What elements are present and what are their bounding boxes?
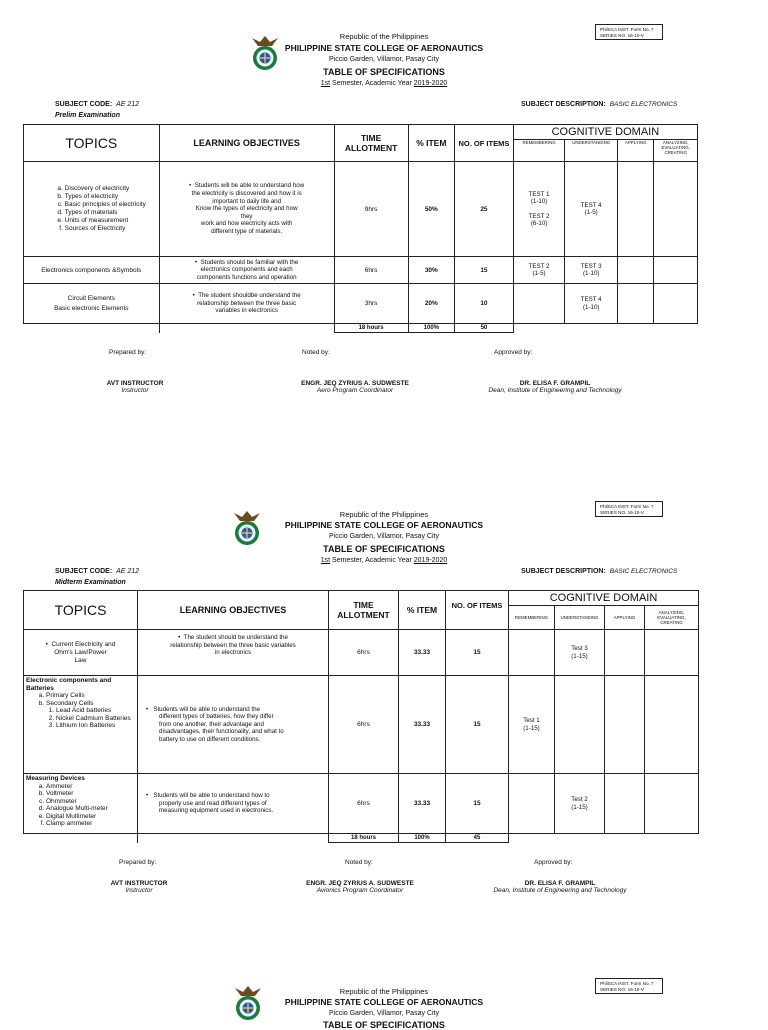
noted-signature: ENGR. JEQ ZYRIUS A. SUDWESTE Aero Program Coordinator bbox=[301, 380, 409, 394]
topic-cell: Electronics components &Symbols bbox=[24, 257, 160, 284]
remembering-cell: Test 1 (1-15) bbox=[509, 676, 555, 774]
college-name: PHILIPPINE STATE COLLEGE OF AERONAUTICS bbox=[284, 520, 484, 530]
prepared-signature: AVT INSTRUCTOR Instructor bbox=[106, 380, 164, 394]
col-topics-header: TOPICS bbox=[24, 591, 138, 630]
total-time: 18 hours bbox=[334, 324, 408, 333]
remembering-cell bbox=[509, 630, 555, 676]
topic-cell: • Current Electricity and Ohm's Law/Power Law bbox=[24, 630, 138, 676]
college-address: Piccio Garden, Villamor, Pasay City bbox=[329, 56, 439, 63]
document-title: TABLE OF SPECIFICATIONS bbox=[323, 1020, 445, 1030]
remembering-cell: TEST 2 (1-5) bbox=[513, 257, 565, 284]
topic-item: b. Types of electricity bbox=[65, 193, 146, 201]
college-name: PHILIPPINE STATE COLLEGE OF AERONAUTICS bbox=[284, 997, 484, 1007]
applying-cell bbox=[605, 630, 645, 676]
subtopic-item: 2. Nickel Cadmium Batteries bbox=[56, 715, 135, 723]
college-name: PHILIPPINE STATE COLLEGE OF AERONAUTICS bbox=[284, 43, 484, 53]
objective-cell: • Students will be able to understand how to properly use and read different types of measuring equipment used in electronics. bbox=[138, 774, 329, 834]
topic-item: Secondary Cells bbox=[46, 699, 94, 707]
topic-item: c. Basic principles of electricity bbox=[65, 201, 146, 209]
applying-cell bbox=[618, 162, 654, 257]
items-cell: 15 bbox=[455, 257, 514, 284]
col-analyzing: ANALYZING, EVALUATING, CREATING bbox=[654, 140, 698, 162]
items-cell: 15 bbox=[446, 630, 509, 676]
total-items: 50 bbox=[455, 324, 514, 333]
noted-by-label: Noted by: bbox=[302, 349, 330, 356]
topic-item: e. Digital Multimeter bbox=[46, 813, 135, 821]
cognitive-domain-header: COGNITIVE DOMAIN bbox=[509, 591, 699, 606]
series-number-line: SERIES NO. 16-10-V bbox=[600, 33, 644, 38]
time-cell: 6hrs bbox=[334, 257, 408, 284]
objective-cell: • Students will be able to understand how the electricity is discovered and how it is important to daily life and Know the types of electricity and how they work and how electricity acts with different type of materials. bbox=[159, 162, 334, 257]
subject-description: SUBJECT DESCRIPTION: BASIC ELECTRONICS bbox=[521, 101, 678, 108]
noted-signature: ENGR. JEQ ZYRIUS A. SUDWESTE Avionics Program Coordinator bbox=[306, 880, 414, 894]
analyzing-cell bbox=[645, 630, 699, 676]
midterm-spec-table bbox=[23, 590, 699, 843]
total-pct: 100% bbox=[399, 834, 446, 843]
col-pct-header: % ITEM bbox=[399, 591, 446, 630]
remembering-cell: TEST 1 (1-10) TEST 2 (6-10) bbox=[513, 162, 565, 257]
cognitive-domain-header: COGNITIVE DOMAIN bbox=[513, 125, 697, 140]
applying-cell bbox=[605, 774, 645, 834]
topic-item: a. Ammeter bbox=[46, 783, 135, 791]
republic-line: Republic of the Philippines bbox=[339, 32, 429, 41]
analyzing-cell bbox=[645, 774, 699, 834]
approved-by-label: Approved by: bbox=[494, 349, 533, 356]
topic-cell bbox=[24, 774, 138, 834]
col-remembering: REMEMBERING bbox=[513, 140, 565, 162]
prelim-spec-table bbox=[23, 124, 698, 333]
republic-line: Republic of the Philippines bbox=[339, 510, 429, 519]
applying-cell bbox=[618, 284, 654, 324]
col-remembering: REMEMBERING bbox=[509, 606, 555, 630]
series-number-line: SERIES NO. 16-10-V bbox=[600, 987, 644, 992]
col-applying: APPLYING bbox=[605, 606, 645, 630]
topic-cell: Circuit Elements Basic electronic Elements bbox=[24, 284, 160, 324]
subtopic-item: 1. Lead Acid batteries bbox=[56, 707, 135, 715]
col-pct-header: % ITEM bbox=[408, 125, 455, 162]
pct-cell: 50% bbox=[408, 162, 455, 257]
topic-heading: Measuring Devices bbox=[26, 775, 85, 782]
items-cell: 25 bbox=[455, 162, 514, 257]
col-topics-header: TOPICS bbox=[24, 125, 160, 162]
understanding-cell: TEST 4 (1-10) bbox=[565, 284, 618, 324]
topic-item: c. Ohmmeter bbox=[46, 798, 135, 806]
topic-cell bbox=[24, 676, 138, 774]
understanding-cell: Test 2 (1-15) bbox=[555, 774, 605, 834]
col-items-header: NO. OF ITEMS bbox=[455, 125, 514, 162]
subtopic-item: 3. Lithium Ion Batteries bbox=[56, 722, 135, 730]
topic-item: e. Units of measurement bbox=[65, 217, 146, 225]
analyzing-cell bbox=[645, 676, 699, 774]
college-address: Piccio Garden, Villamor, Pasay City bbox=[329, 533, 439, 540]
topic-item: f. Sources of Electricity bbox=[65, 225, 146, 233]
understanding-cell: TEST 4 (1-5) bbox=[565, 162, 618, 257]
subject-code: SUBJECT CODE: AE 212 bbox=[55, 568, 140, 575]
topic-item: d. Types of materials bbox=[65, 209, 146, 217]
form-number-line: PhilSCA INST. Form No. 7 bbox=[600, 27, 654, 32]
form-number-line: PhilSCA INST. Form No. 7 bbox=[600, 981, 654, 986]
items-cell: 15 bbox=[446, 676, 509, 774]
objective-cell: • The student shouldbe understand the relationship between the three basic variables in electronics bbox=[159, 284, 334, 324]
college-address: Piccio Garden, Villamor, Pasay City bbox=[329, 1010, 439, 1017]
document-title: TABLE OF SPECIFICATIONS bbox=[323, 544, 445, 554]
items-cell: 15 bbox=[446, 774, 509, 834]
items-cell: 10 bbox=[455, 284, 514, 324]
time-cell: 6hrs bbox=[329, 630, 399, 676]
col-time-header: TIME ALLOTMENT bbox=[329, 591, 399, 630]
semester-line: 1st Semester, Academic Year 2019-2020 bbox=[320, 557, 448, 564]
pct-cell: 20% bbox=[408, 284, 455, 324]
topic-item: a. Primary Cells bbox=[46, 692, 135, 700]
col-analyzing: ANALYZING, EVALUATING, CREATING bbox=[645, 606, 699, 630]
time-cell: 6hrs bbox=[329, 676, 399, 774]
noted-by-label: Noted by: bbox=[345, 859, 373, 866]
total-time: 18 hours bbox=[329, 834, 399, 843]
semester-line: 1st Semester, Academic Year 2019-2020 bbox=[320, 80, 448, 87]
time-cell: 9hrs bbox=[334, 162, 408, 257]
prepared-signature: AVT INSTRUCTOR Instructor bbox=[110, 880, 168, 894]
applying-cell bbox=[618, 257, 654, 284]
objective-cell: • Students will be able to understand the different types of batteries, how they differ from one another, their advantage and disadvantages, their functionality, and what to battery to use on different conditions. bbox=[138, 676, 329, 774]
col-objectives-header: LEARNING OBJECTIVES bbox=[138, 591, 329, 630]
pct-cell: 30% bbox=[408, 257, 455, 284]
objective-cell: • The student should be understand the relationship between the three basic variables in electronics bbox=[138, 630, 329, 676]
analyzing-cell bbox=[654, 257, 698, 284]
col-items-header: NO. OF ITEMS bbox=[446, 591, 509, 630]
time-cell: 6hrs bbox=[329, 774, 399, 834]
pct-cell: 33.33 bbox=[399, 676, 446, 774]
republic-line: Republic of the Philippines bbox=[339, 987, 429, 996]
document-title: TABLE OF SPECIFICATIONS bbox=[323, 67, 445, 77]
time-cell: 3hrs bbox=[334, 284, 408, 324]
exam-label: Prelim Examination bbox=[55, 112, 120, 119]
prepared-by-label: Prepared by: bbox=[109, 349, 147, 356]
analyzing-cell bbox=[654, 162, 698, 257]
approved-signature: DR. ELISA F. GRAMPIL Dean, Institute of Engineering and Technology bbox=[493, 880, 627, 894]
understanding-cell: TEST 3 (1-10) bbox=[565, 257, 618, 284]
remembering-cell bbox=[509, 774, 555, 834]
series-number-line: SERIES NO. 16-10-V bbox=[600, 510, 644, 515]
col-understanding: UNDERSTANDING bbox=[555, 606, 605, 630]
analyzing-cell bbox=[654, 284, 698, 324]
prepared-by-label: Prepared by: bbox=[119, 859, 157, 866]
remembering-cell bbox=[513, 284, 565, 324]
objective-cell: • Students should be familiar with the electronics components and each components functions and operation bbox=[159, 257, 334, 284]
pct-cell: 33.33 bbox=[399, 630, 446, 676]
pct-cell: 33.33 bbox=[399, 774, 446, 834]
form-number-line: PhilSCA INST. Form No. 7 bbox=[600, 504, 654, 509]
col-time-header: TIME ALLOTMENT bbox=[334, 125, 408, 162]
total-pct: 100% bbox=[408, 324, 455, 333]
topic-heading: Electronic components and Batteries bbox=[26, 677, 112, 692]
approved-signature: DR. ELISA F. GRAMPIL Dean, Institute of Engineering and Technology bbox=[488, 380, 622, 394]
approved-by-label: Approved by: bbox=[534, 859, 573, 866]
topic-item: d. Analogue Multi-meter bbox=[46, 805, 135, 813]
understanding-cell: Test 3 (1-15) bbox=[555, 630, 605, 676]
exam-label: Midterm Examination bbox=[55, 579, 126, 586]
topic-cell bbox=[24, 162, 160, 257]
col-understanding: UNDERSTANDING bbox=[565, 140, 618, 162]
topic-item: b. Voltmeter bbox=[46, 790, 135, 798]
topic-item: a. Discovery of electricity bbox=[65, 185, 146, 193]
subject-code: SUBJECT CODE: AE 212 bbox=[55, 101, 140, 108]
col-objectives-header: LEARNING OBJECTIVES bbox=[159, 125, 334, 162]
subject-description: SUBJECT DESCRIPTION: BASIC ELECTRONICS bbox=[521, 568, 678, 575]
topic-item: f. Clamp ammeter bbox=[46, 820, 135, 828]
understanding-cell bbox=[555, 676, 605, 774]
total-items: 45 bbox=[446, 834, 509, 843]
col-applying: APPLYING bbox=[618, 140, 654, 162]
applying-cell bbox=[605, 676, 645, 774]
